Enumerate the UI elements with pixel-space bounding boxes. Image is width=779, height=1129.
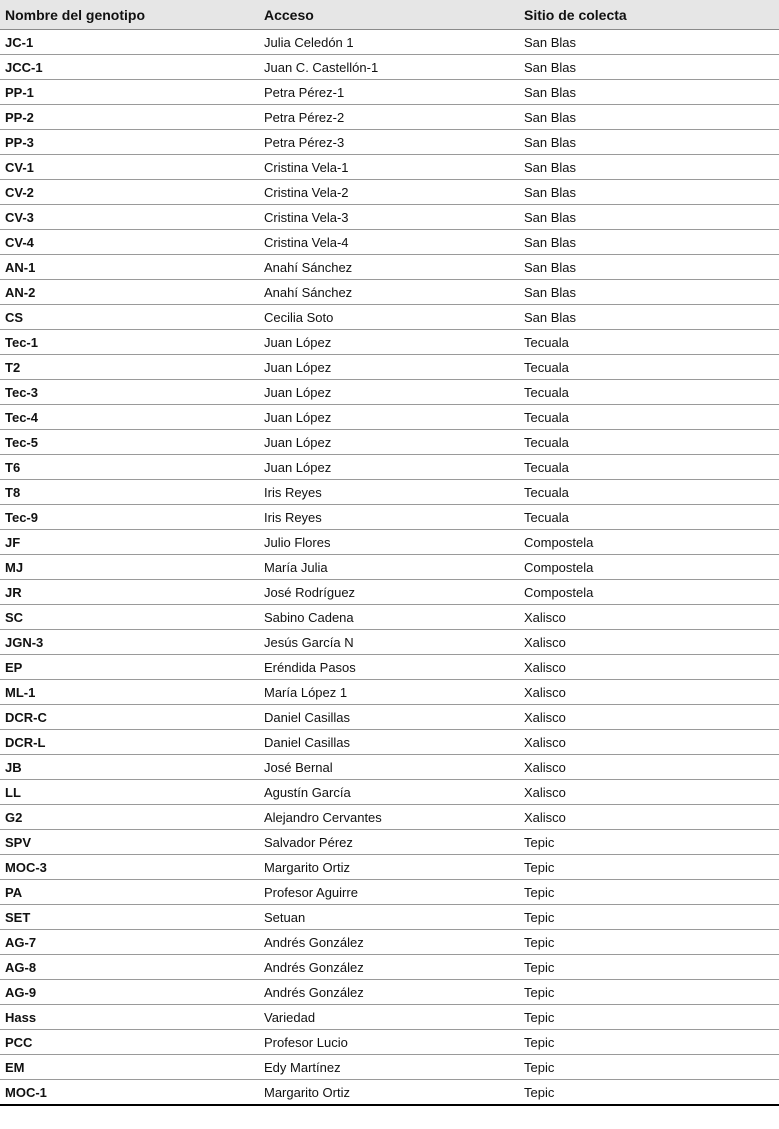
table-row xyxy=(0,155,779,180)
collection-site-cell: Tepic xyxy=(519,1080,779,1106)
accession-cell: Agustín García xyxy=(259,780,519,805)
collection-site-cell: Xalisco xyxy=(519,680,779,705)
table-row xyxy=(0,555,779,580)
accession-cell: Margarito Ortiz xyxy=(259,1080,519,1106)
collection-site-cell: Tepic xyxy=(519,1030,779,1055)
collection-site-cell: Xalisco xyxy=(519,805,779,830)
genotype-name-cell: JC-1 xyxy=(0,30,259,55)
genotype-name-cell: AN-1 xyxy=(0,255,259,280)
collection-site-cell: Tepic xyxy=(519,955,779,980)
table-row xyxy=(0,605,779,630)
accession-cell: Petra Pérez-2 xyxy=(259,105,519,130)
header-accession: Acceso xyxy=(259,0,519,30)
collection-site-cell: Xalisco xyxy=(519,630,779,655)
accession-cell: Jesús García N xyxy=(259,630,519,655)
collection-site-cell: San Blas xyxy=(519,180,779,205)
table-row xyxy=(0,205,779,230)
table-row xyxy=(0,380,779,405)
table-row xyxy=(0,905,779,930)
accession-cell: Profesor Lucio xyxy=(259,1030,519,1055)
genotype-name-cell: Hass xyxy=(0,1005,259,1030)
genotype-name-cell: Tec-4 xyxy=(0,405,259,430)
accession-cell: Juan López xyxy=(259,330,519,355)
accession-cell: Andrés González xyxy=(259,930,519,955)
accession-cell: Petra Pérez-1 xyxy=(259,80,519,105)
header-collection-site: Sitio de colecta xyxy=(519,0,779,30)
genotype-name-cell: G2 xyxy=(0,805,259,830)
collection-site-cell: Tepic xyxy=(519,1055,779,1080)
table-row xyxy=(0,655,779,680)
table-row xyxy=(0,805,779,830)
accession-cell: Cristina Vela-1 xyxy=(259,155,519,180)
collection-site-cell: Tepic xyxy=(519,830,779,855)
accession-cell: Andrés González xyxy=(259,955,519,980)
collection-site-cell: Xalisco xyxy=(519,705,779,730)
accession-cell: Juan López xyxy=(259,355,519,380)
table-row xyxy=(0,730,779,755)
table-row xyxy=(0,705,779,730)
accession-cell: Juan López xyxy=(259,380,519,405)
collection-site-cell: Xalisco xyxy=(519,655,779,680)
table-row xyxy=(0,30,779,55)
collection-site-cell: San Blas xyxy=(519,155,779,180)
collection-site-cell: San Blas xyxy=(519,105,779,130)
accession-cell: Juan López xyxy=(259,430,519,455)
table-row xyxy=(0,480,779,505)
accession-cell: Edy Martínez xyxy=(259,1055,519,1080)
table-row xyxy=(0,1005,779,1030)
genotype-name-cell: JCC-1 xyxy=(0,55,259,80)
collection-site-cell: San Blas xyxy=(519,255,779,280)
accession-cell: Juan C. Castellón-1 xyxy=(259,55,519,80)
accession-cell: Andrés González xyxy=(259,980,519,1005)
genotype-name-cell: CV-1 xyxy=(0,155,259,180)
accession-cell: Cecilia Soto xyxy=(259,305,519,330)
table-row xyxy=(0,280,779,305)
genotype-name-cell: PP-3 xyxy=(0,130,259,155)
table-row xyxy=(0,880,779,905)
accession-cell: Daniel Casillas xyxy=(259,730,519,755)
genotype-name-cell: LL xyxy=(0,780,259,805)
collection-site-cell: Compostela xyxy=(519,555,779,580)
accession-cell: María Julia xyxy=(259,555,519,580)
table-row xyxy=(0,305,779,330)
table-row xyxy=(0,1030,779,1055)
accession-cell: María López 1 xyxy=(259,680,519,705)
collection-site-cell: Xalisco xyxy=(519,780,779,805)
collection-site-cell: Tecuala xyxy=(519,505,779,530)
accession-cell: Profesor Aguirre xyxy=(259,880,519,905)
genotype-name-cell: AN-2 xyxy=(0,280,259,305)
table-row xyxy=(0,530,779,555)
genotype-name-cell: CV-4 xyxy=(0,230,259,255)
genotype-name-cell: PCC xyxy=(0,1030,259,1055)
accession-cell: Alejandro Cervantes xyxy=(259,805,519,830)
table-row xyxy=(0,1080,779,1106)
collection-site-cell: Tecuala xyxy=(519,355,779,380)
accession-cell: José Rodríguez xyxy=(259,580,519,605)
collection-site-cell: Tecuala xyxy=(519,330,779,355)
genotype-name-cell: Tec-9 xyxy=(0,505,259,530)
genotype-name-cell: MJ xyxy=(0,555,259,580)
table-row xyxy=(0,405,779,430)
table-header-row xyxy=(0,0,779,30)
accession-cell: Daniel Casillas xyxy=(259,705,519,730)
collection-site-cell: Tepic xyxy=(519,980,779,1005)
table-row xyxy=(0,180,779,205)
genotype-name-cell: Tec-3 xyxy=(0,380,259,405)
accession-cell: Anahí Sánchez xyxy=(259,280,519,305)
collection-site-cell: Tecuala xyxy=(519,430,779,455)
genotype-name-cell: JF xyxy=(0,530,259,555)
collection-site-cell: Tepic xyxy=(519,880,779,905)
collection-site-cell: San Blas xyxy=(519,230,779,255)
table-row xyxy=(0,955,779,980)
genotype-name-cell: T2 xyxy=(0,355,259,380)
collection-site-cell: San Blas xyxy=(519,30,779,55)
accession-cell: Eréndida Pasos xyxy=(259,655,519,680)
genotype-name-cell: EP xyxy=(0,655,259,680)
accession-cell: Cristina Vela-4 xyxy=(259,230,519,255)
collection-site-cell: Compostela xyxy=(519,530,779,555)
genotype-name-cell: CV-2 xyxy=(0,180,259,205)
collection-site-cell: Tecuala xyxy=(519,455,779,480)
genotype-name-cell: JB xyxy=(0,755,259,780)
collection-site-cell: Xalisco xyxy=(519,755,779,780)
collection-site-cell: San Blas xyxy=(519,55,779,80)
genotype-name-cell: ML-1 xyxy=(0,680,259,705)
collection-site-cell: Xalisco xyxy=(519,730,779,755)
collection-site-cell: Tepic xyxy=(519,855,779,880)
collection-site-cell: Tecuala xyxy=(519,480,779,505)
table-row xyxy=(0,355,779,380)
genotype-name-cell: Tec-5 xyxy=(0,430,259,455)
table-row xyxy=(0,755,779,780)
accession-cell: Iris Reyes xyxy=(259,480,519,505)
table-row xyxy=(0,130,779,155)
table-row xyxy=(0,330,779,355)
table-row xyxy=(0,80,779,105)
collection-site-cell: Compostela xyxy=(519,580,779,605)
accession-cell: Julio Flores xyxy=(259,530,519,555)
genotype-name-cell: AG-7 xyxy=(0,930,259,955)
genotype-name-cell: PA xyxy=(0,880,259,905)
accession-cell: Anahí Sánchez xyxy=(259,255,519,280)
collection-site-cell: Tepic xyxy=(519,930,779,955)
genotype-name-cell: SET xyxy=(0,905,259,930)
collection-site-cell: Tecuala xyxy=(519,405,779,430)
genotype-name-cell: CV-3 xyxy=(0,205,259,230)
accession-cell: Julia Celedón 1 xyxy=(259,30,519,55)
genotype-name-cell: JR xyxy=(0,580,259,605)
accession-cell: Cristina Vela-3 xyxy=(259,205,519,230)
accession-cell: Sabino Cadena xyxy=(259,605,519,630)
accession-cell: Juan López xyxy=(259,405,519,430)
table-row xyxy=(0,930,779,955)
accession-cell: José Bernal xyxy=(259,755,519,780)
table-row xyxy=(0,680,779,705)
accession-cell: Juan López xyxy=(259,455,519,480)
accession-cell: Margarito Ortiz xyxy=(259,855,519,880)
genotype-name-cell: SC xyxy=(0,605,259,630)
genotype-name-cell: T8 xyxy=(0,480,259,505)
genotype-name-cell: T6 xyxy=(0,455,259,480)
table-row xyxy=(0,230,779,255)
genotype-name-cell: DCR-L xyxy=(0,730,259,755)
table-row xyxy=(0,55,779,80)
accession-cell: Salvador Pérez xyxy=(259,830,519,855)
collection-site-cell: San Blas xyxy=(519,80,779,105)
genotype-name-cell: PP-2 xyxy=(0,105,259,130)
genotype-name-cell: PP-1 xyxy=(0,80,259,105)
table-row xyxy=(0,1055,779,1080)
collection-site-cell: Xalisco xyxy=(519,605,779,630)
genotype-name-cell: MOC-1 xyxy=(0,1080,259,1106)
table-row xyxy=(0,455,779,480)
genotype-name-cell: CS xyxy=(0,305,259,330)
collection-site-cell: San Blas xyxy=(519,280,779,305)
accession-cell: Petra Pérez-3 xyxy=(259,130,519,155)
genotype-name-cell: AG-8 xyxy=(0,955,259,980)
genotype-name-cell: MOC-3 xyxy=(0,855,259,880)
collection-site-cell: Tepic xyxy=(519,905,779,930)
collection-site-cell: San Blas xyxy=(519,305,779,330)
table-row xyxy=(0,580,779,605)
table-row xyxy=(0,105,779,130)
table-row xyxy=(0,505,779,530)
collection-site-cell: Tecuala xyxy=(519,380,779,405)
genotype-name-cell: SPV xyxy=(0,830,259,855)
table-row xyxy=(0,830,779,855)
table-row xyxy=(0,980,779,1005)
accession-cell: Variedad xyxy=(259,1005,519,1030)
table-row xyxy=(0,855,779,880)
table-row xyxy=(0,630,779,655)
genotype-name-cell: Tec-1 xyxy=(0,330,259,355)
accession-cell: Setuan xyxy=(259,905,519,930)
genotype-name-cell: EM xyxy=(0,1055,259,1080)
table-row xyxy=(0,780,779,805)
genotype-name-cell: JGN-3 xyxy=(0,630,259,655)
genotype-name-cell: DCR-C xyxy=(0,705,259,730)
collection-site-cell: San Blas xyxy=(519,205,779,230)
genotype-name-cell: AG-9 xyxy=(0,980,259,1005)
accession-cell: Cristina Vela-2 xyxy=(259,180,519,205)
table-row xyxy=(0,430,779,455)
table-row xyxy=(0,255,779,280)
accession-cell: Iris Reyes xyxy=(259,505,519,530)
header-genotype-name: Nombre del genotipo xyxy=(0,0,259,30)
collection-site-cell: Tepic xyxy=(519,1005,779,1030)
collection-site-cell: San Blas xyxy=(519,130,779,155)
